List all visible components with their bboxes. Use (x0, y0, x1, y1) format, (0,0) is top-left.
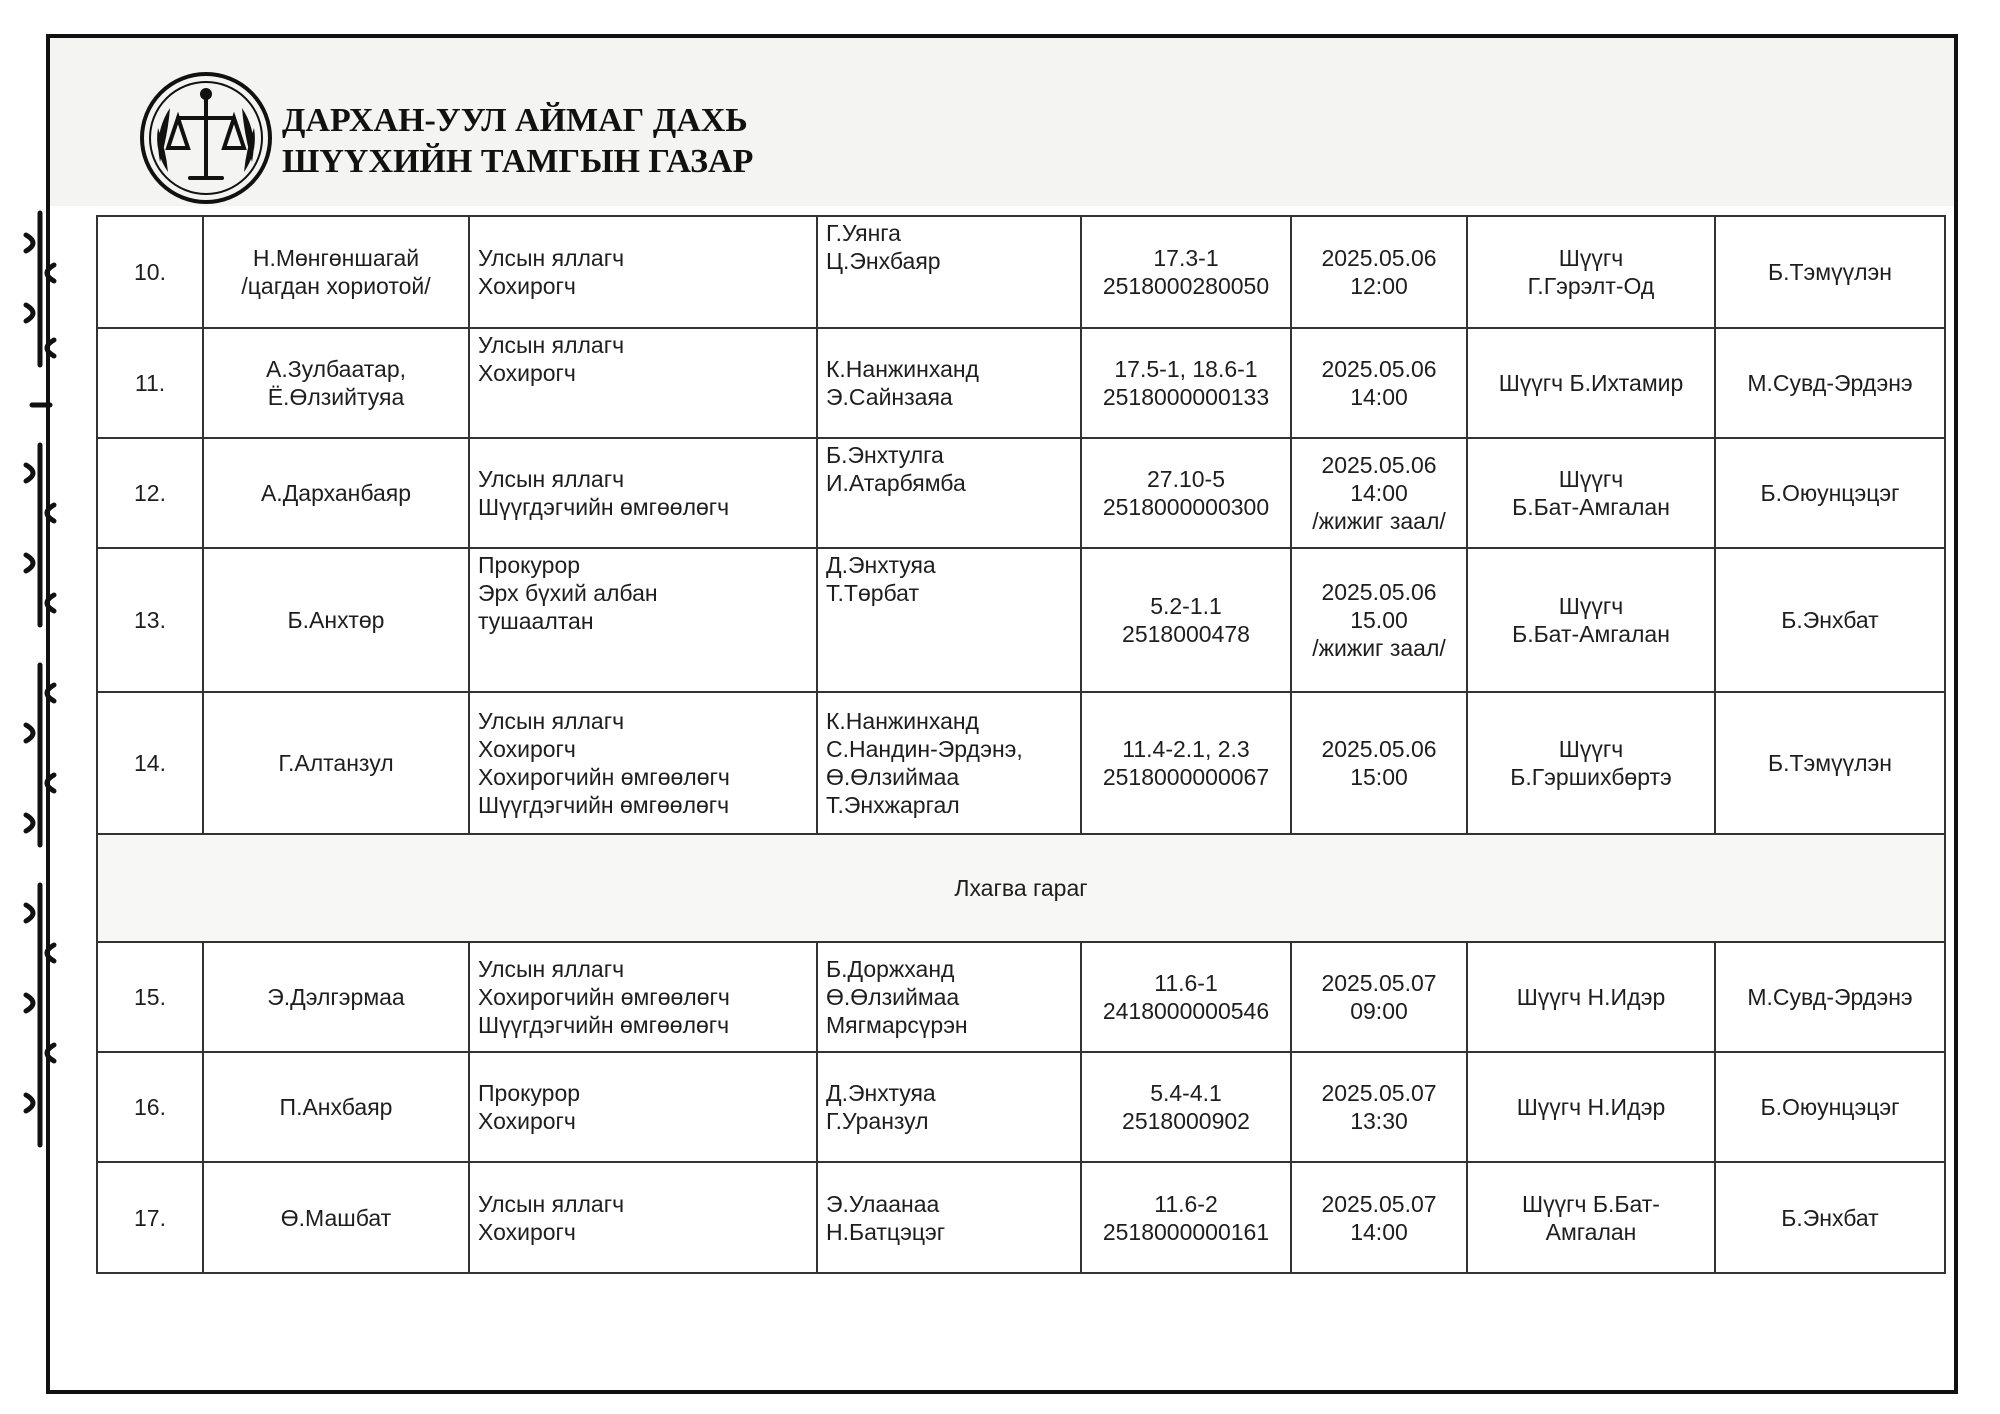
participants-cell: К.Нанжинханд Э.Сайнзаяа (817, 328, 1081, 438)
judge-cell: Шүүгч Б.Гэршихбөртэ (1467, 692, 1715, 834)
secretary-cell: М.Сувд-Эрдэнэ (1715, 942, 1945, 1052)
secretary-cell: Б.Оюунцэцэг (1715, 438, 1945, 548)
case-code-cell: 17.5-1, 18.6-1 2518000000133 (1081, 328, 1291, 438)
defendant-cell: Г.Алтанзул (203, 692, 469, 834)
case-code-cell: 11.4-2.1, 2.3 2518000000067 (1081, 692, 1291, 834)
court-emblem-logo (138, 70, 274, 206)
parties-cell: Улсын яллагч Хохирогчийн өмгөөлөгч Шүүгдэгчийн өмгөөлөгч (469, 942, 817, 1052)
datetime-cell: 2025.05.07 14:00 (1291, 1162, 1467, 1273)
defendant-cell: Н.Мөнгөншагай /цагдан хориотой/ (203, 216, 469, 328)
day-separator-row (97, 834, 1945, 942)
case-code-cell: 5.4-4.1 2518000902 (1081, 1052, 1291, 1162)
table-row (97, 216, 1945, 328)
row-number: 10. (97, 216, 203, 328)
row-number: 13. (97, 548, 203, 692)
participants-cell: К.Нанжинханд С.Нандин-Эрдэнэ, Ө.Өлзиймаа Т.Энхжаргал (817, 692, 1081, 834)
datetime-cell: 2025.05.06 12:00 (1291, 216, 1467, 328)
org-name-line1: ДАРХАН-УУЛ АЙМАГ ДАХЬ (282, 102, 748, 139)
case-code-cell: 17.3-1 2518000280050 (1081, 216, 1291, 328)
judge-cell: Шүүгч Б.Бат-Амгалан (1467, 548, 1715, 692)
defendant-cell: Ө.Машбат (203, 1162, 469, 1273)
judge-cell: Шүүгч Б.Бат- Амгалан (1467, 1162, 1715, 1273)
day-separator-label: Лхагва гараг (97, 834, 1945, 942)
table-row (97, 942, 1945, 1052)
case-code-cell: 11.6-1 2418000000546 (1081, 942, 1291, 1052)
defendant-cell: П.Анхбаяр (203, 1052, 469, 1162)
judge-cell: Шүүгч Б.Ихтамир (1467, 328, 1715, 438)
judge-cell: Шүүгч Г.Гэрэлт-Од (1467, 216, 1715, 328)
defendant-cell: А.Зулбаатар, Ё.Өлзийтуяа (203, 328, 469, 438)
datetime-cell: 2025.05.07 09:00 (1291, 942, 1467, 1052)
row-number: 12. (97, 438, 203, 548)
row-number: 11. (97, 328, 203, 438)
table-row (97, 438, 1945, 548)
case-code-cell: 27.10-5 2518000000300 (1081, 438, 1291, 548)
org-name-line2: ШҮҮХИЙН ТАМГЫН ГАЗАР (282, 143, 754, 180)
participants-cell: Э.Улаанаа Н.Батцэцэг (817, 1162, 1081, 1273)
datetime-cell: 2025.05.06 14:00 /жижиг заал/ (1291, 438, 1467, 548)
judge-cell: Шүүгч Б.Бат-Амгалан (1467, 438, 1715, 548)
secretary-cell: М.Сувд-Эрдэнэ (1715, 328, 1945, 438)
secretary-cell: Б.Тэмүүлэн (1715, 692, 1945, 834)
judge-cell: Шүүгч Н.Идэр (1467, 1052, 1715, 1162)
table-row (97, 548, 1945, 692)
datetime-cell: 2025.05.07 13:30 (1291, 1052, 1467, 1162)
parties-cell: Улсын яллагч Хохирогч (469, 328, 817, 438)
datetime-cell: 2025.05.06 15:00 (1291, 692, 1467, 834)
datetime-cell: 2025.05.06 15.00 /жижиг заал/ (1291, 548, 1467, 692)
parties-cell: Улсын яллагч Шүүгдэгчийн өмгөөлөгч (469, 438, 817, 548)
parties-cell: Улсын яллагч Хохирогч Хохирогчийн өмгөөлөгч Шүүгдэгчийн өмгөөлөгч (469, 692, 817, 834)
case-code-cell: 11.6-2 2518000000161 (1081, 1162, 1291, 1273)
secretary-cell: Б.Тэмүүлэн (1715, 216, 1945, 328)
row-number: 14. (97, 692, 203, 834)
defendant-cell: А.Дарханбаяр (203, 438, 469, 548)
parties-cell: Улсын яллагч Хохирогч (469, 1162, 817, 1273)
table-row (97, 328, 1945, 438)
parties-cell: Прокурор Эрх бүхий албан тушаалтан (469, 548, 817, 692)
case-code-cell: 5.2-1.1 2518000478 (1081, 548, 1291, 692)
row-number: 16. (97, 1052, 203, 1162)
defendant-cell: Э.Дэлгэрмаа (203, 942, 469, 1052)
participants-cell: Д.Энхтуяа Т.Төрбат (817, 548, 1081, 692)
secretary-cell: Б.Оюунцэцэг (1715, 1052, 1945, 1162)
secretary-cell: Б.Энхбат (1715, 548, 1945, 692)
participants-cell: Г.Уянга Ц.Энхбаяр (817, 216, 1081, 328)
participants-cell: Б.Доржханд Ө.Өлзиймаа Мягмарсүрэн (817, 942, 1081, 1052)
defendant-cell: Б.Анхтөр (203, 548, 469, 692)
participants-cell: Д.Энхтуяа Г.Уранзул (817, 1052, 1081, 1162)
datetime-cell: 2025.05.06 14:00 (1291, 328, 1467, 438)
secretary-cell: Б.Энхбат (1715, 1162, 1945, 1273)
hearing-schedule-table (96, 215, 1946, 1274)
row-number: 17. (97, 1162, 203, 1273)
table-row (97, 1162, 1945, 1273)
table-row (97, 692, 1945, 834)
organization-name (282, 100, 753, 182)
parties-cell: Прокурор Хохирогч (469, 1052, 817, 1162)
vertical-mongolian-script (2, 205, 78, 1165)
row-number: 15. (97, 942, 203, 1052)
parties-cell: Улсын яллагч Хохирогч (469, 216, 817, 328)
judge-cell: Шүүгч Н.Идэр (1467, 942, 1715, 1052)
table-row (97, 1052, 1945, 1162)
participants-cell: Б.Энхтулга И.Атарбямба (817, 438, 1081, 548)
